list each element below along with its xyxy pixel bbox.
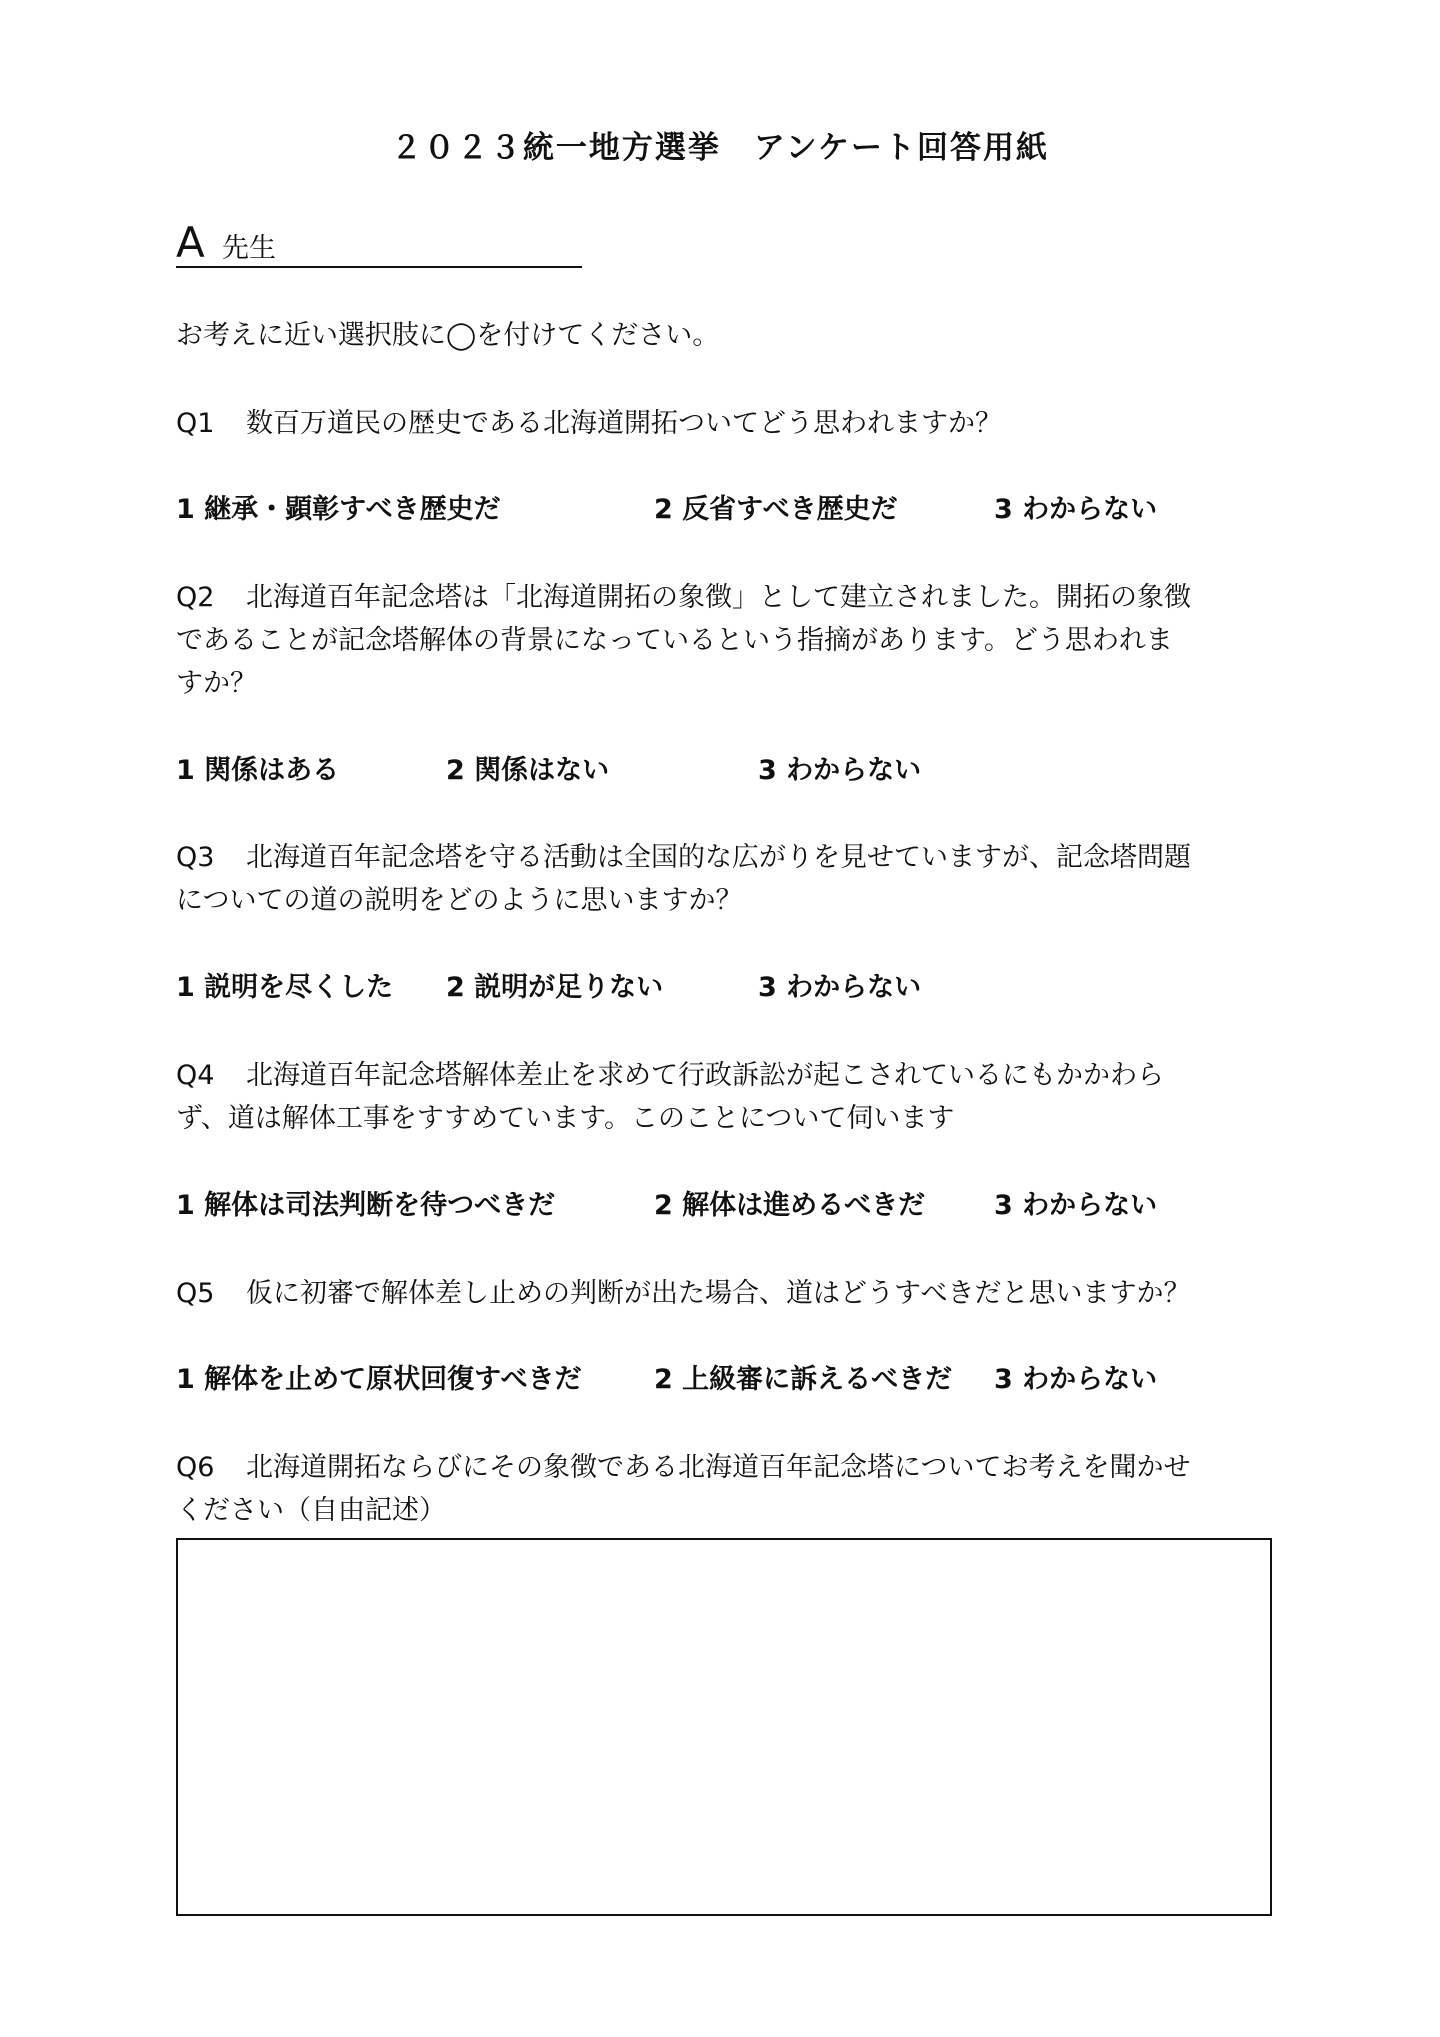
page-title: ２０２３統一地方選挙 アンケート回答用紙 xyxy=(390,130,1050,166)
question-2-text: 北海道百年記念塔は「北海道開拓の象徴」として建立されました。開拓の象徴 xyxy=(246,582,1191,613)
question-6-number: Q6 xyxy=(176,1452,215,1483)
question-5-choice-3[interactable]: 3 わからない xyxy=(994,1364,1158,1395)
free-answer-box[interactable] xyxy=(176,1538,1272,1916)
respondent-name-field[interactable] xyxy=(176,210,582,268)
question-2-choice-3[interactable]: 3 わからない xyxy=(758,755,922,786)
question-5-number: Q5 xyxy=(176,1278,215,1309)
question-1-choice-1[interactable]: 1 継承・顕彰すべき歴史だ xyxy=(176,494,501,525)
question-2-line-3: すか？ xyxy=(176,668,257,699)
question-3-text: 北海道百年記念塔を守る活動は全国的な広がりを見せていますが、記念塔問題 xyxy=(246,842,1191,873)
question-2-line-2: であることが記念塔解体の背景になっているという指摘があります。どう思われま xyxy=(176,625,1173,656)
question-5-choice-1[interactable]: 1 解体を止めて原状回復すべきだ xyxy=(176,1364,582,1395)
question-5-text: 仮に初審で解体差し止めの判断が出た場合、道はどうすべきだと思いますか？ xyxy=(246,1278,1191,1309)
question-4-number: Q4 xyxy=(176,1060,215,1091)
question-3-number: Q3 xyxy=(176,842,215,873)
question-6-text: 北海道開拓ならびにその象徴である北海道百年記念塔についてお考えを聞かせ xyxy=(246,1452,1191,1483)
question-1-line-1 xyxy=(176,402,1276,445)
question-2-choice-1[interactable]: 1 関係はある xyxy=(176,755,340,786)
question-5-line-1 xyxy=(176,1272,1276,1315)
respondent-suffix: 先生 xyxy=(222,233,276,264)
question-1-choice-2[interactable]: 2 反省すべき歴史だ xyxy=(654,494,898,525)
question-3-choice-2[interactable]: 2 説明が足りない xyxy=(446,972,664,1003)
respondent-name: A xyxy=(176,218,205,267)
question-4-text: 北海道百年記念塔解体差止を求めて行政訴訟が起こされているにもかかわら xyxy=(246,1060,1164,1091)
question-3-choice-1[interactable]: 1 説明を尽くした xyxy=(176,972,394,1003)
question-2-line-1 xyxy=(176,576,1276,619)
question-3-choice-3[interactable]: 3 わからない xyxy=(758,972,922,1003)
question-1-text: 数百万道民の歴史である北海道開拓ついてどう思われますか？ xyxy=(246,408,1002,439)
question-1-number: Q1 xyxy=(176,408,215,439)
question-3-line-2: についての道の説明をどのように思いますか？ xyxy=(176,885,743,916)
question-4-choice-2[interactable]: 2 解体は進めるべきだ xyxy=(654,1190,926,1221)
question-2-choice-2[interactable]: 2 関係はない xyxy=(446,755,610,786)
question-5-choice-2[interactable]: 2 上級審に訴えるべきだ xyxy=(654,1364,953,1395)
question-2-number: Q2 xyxy=(176,582,215,613)
question-4-line-1 xyxy=(176,1054,1276,1097)
question-3-line-1 xyxy=(176,836,1276,879)
question-4-choice-3[interactable]: 3 わからない xyxy=(994,1190,1158,1221)
question-6-line-2: ください（自由記述） xyxy=(176,1495,446,1526)
question-6-line-1 xyxy=(176,1446,1276,1489)
question-1-choice-3[interactable]: 3 わからない xyxy=(994,494,1158,525)
question-4-line-2: ず、道は解体工事をすすめています。このことについて伺います xyxy=(176,1103,955,1134)
question-4-choice-1[interactable]: 1 解体は司法判断を待つべきだ xyxy=(176,1190,556,1221)
instruction-text: お考えに近い選択肢に◯を付けてください。 xyxy=(176,320,720,351)
